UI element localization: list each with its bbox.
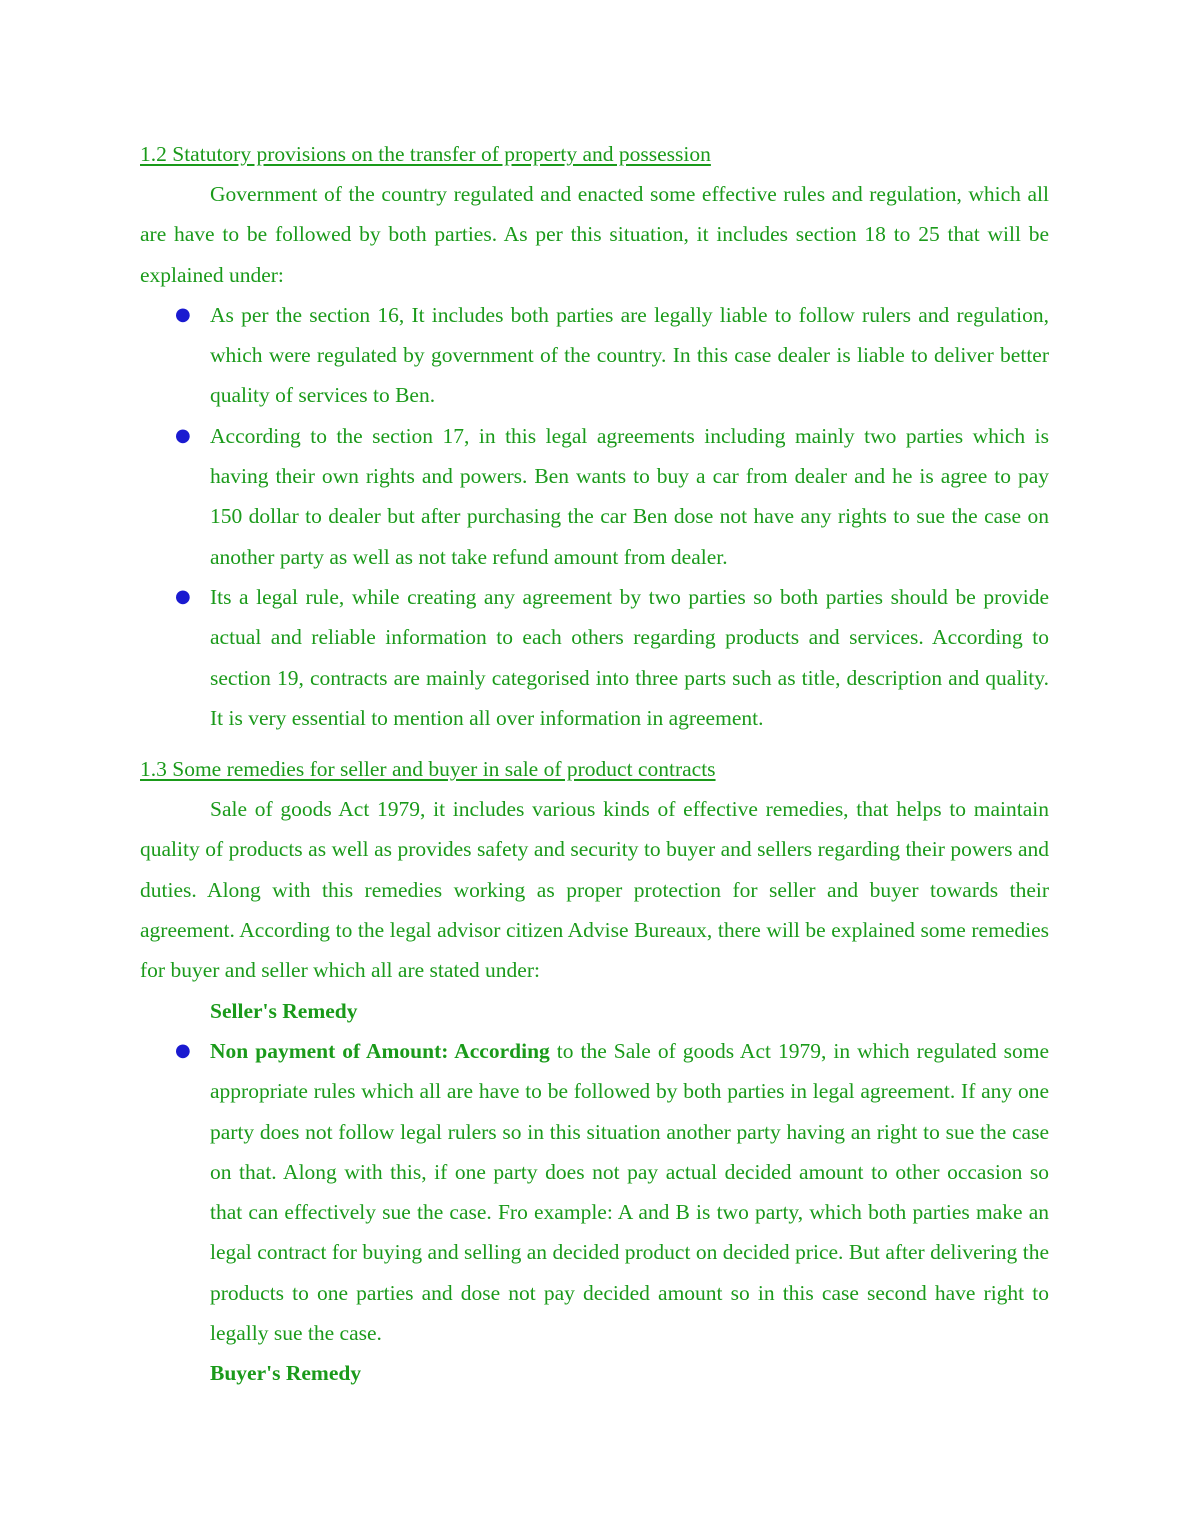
bullet-dot-icon: ● xyxy=(175,303,191,325)
seller-remedy-bullet-list xyxy=(140,1031,1049,1353)
list-item-text: According to the section 17, in this legal agreements including mainly two parties which is having their own rights and powers. Ben wants to buy a car from dealer and he is agree to pay 150 dollar to dealer but after purchasing the car Ben dose not have any rights to sue the case on another party as well as not take refund amount from dealer. xyxy=(210,423,1049,569)
section-1-3-intro: Sale of goods Act 1979, it includes various kinds of effective remedies, that helps to maintain quality of products as well as provides safety and security to buyer and sellers regarding their powers and duties. Along with this remedies working as proper protection for seller and buyer towards their agreement. According to the legal advisor citizen Advise Bureaux, there will be explained some remedies for buyer and seller which all are stated under: xyxy=(140,797,1049,983)
list-item xyxy=(140,416,1049,577)
list-item xyxy=(140,295,1049,416)
seller-remedy-heading: Seller's Remedy xyxy=(210,998,358,1023)
list-item-text: to the Sale of goods Act 1979, in which regulated some appropriate rules which all are have to be followed by both parties in legal agreement. If any one party does not follow legal rulers so in this situation another party having an right to sue the case on that. Along with this, if one party does not pay actual decided amount to other occasion so that can effectively sue the case. Fro example: A and B is two party, which both parties make an legal contract for buying and selling an decided product on decided price. But after delivering the products to one parties and dose not pay decided amount so in this case second have right to legally sue the case. xyxy=(210,1038,1050,1346)
section-1-3-heading: 1.3 Some remedies for seller and buyer in sale of product contracts xyxy=(140,757,716,782)
list-item-text: As per the section 16, It includes both parties are legally liable to follow rulers and regulation, which were regulated by government of the country. In this case dealer is liable to deliver better quality of services to Ben. xyxy=(210,302,1049,408)
bullet-dot-icon: ● xyxy=(175,424,191,446)
list-item xyxy=(140,577,1049,738)
bullet-lead-text: Non payment of Amount: According xyxy=(210,1038,550,1063)
bullet-dot-icon: ● xyxy=(175,585,191,607)
section-1-2-heading: 1.2 Statutory provisions on the transfer of property and possession xyxy=(140,142,711,166)
section-spacer xyxy=(140,738,1049,749)
list-item xyxy=(140,1031,1049,1353)
section-1-2-intro: Government of the country regulated and enacted some effective rules and regulation, which all are have to be followed by both parties. As per this situation, it includes section 18 to 25 that will be explained under: xyxy=(140,182,1049,287)
list-item-text: Its a legal rule, while creating any agreement by two parties so both parties should be provide actual and reliable information to each others regarding products and services. According to section 19, contracts are mainly categorised into three parts such as title, description and quality. It is very essential to mention all over information in agreement. xyxy=(210,584,1049,730)
bullet-dot-icon: ● xyxy=(175,1039,191,1061)
document-page xyxy=(140,134,1049,1394)
section-1-2-bullet-list xyxy=(140,295,1049,738)
buyer-remedy-heading: Buyer's Remedy xyxy=(210,1361,362,1386)
